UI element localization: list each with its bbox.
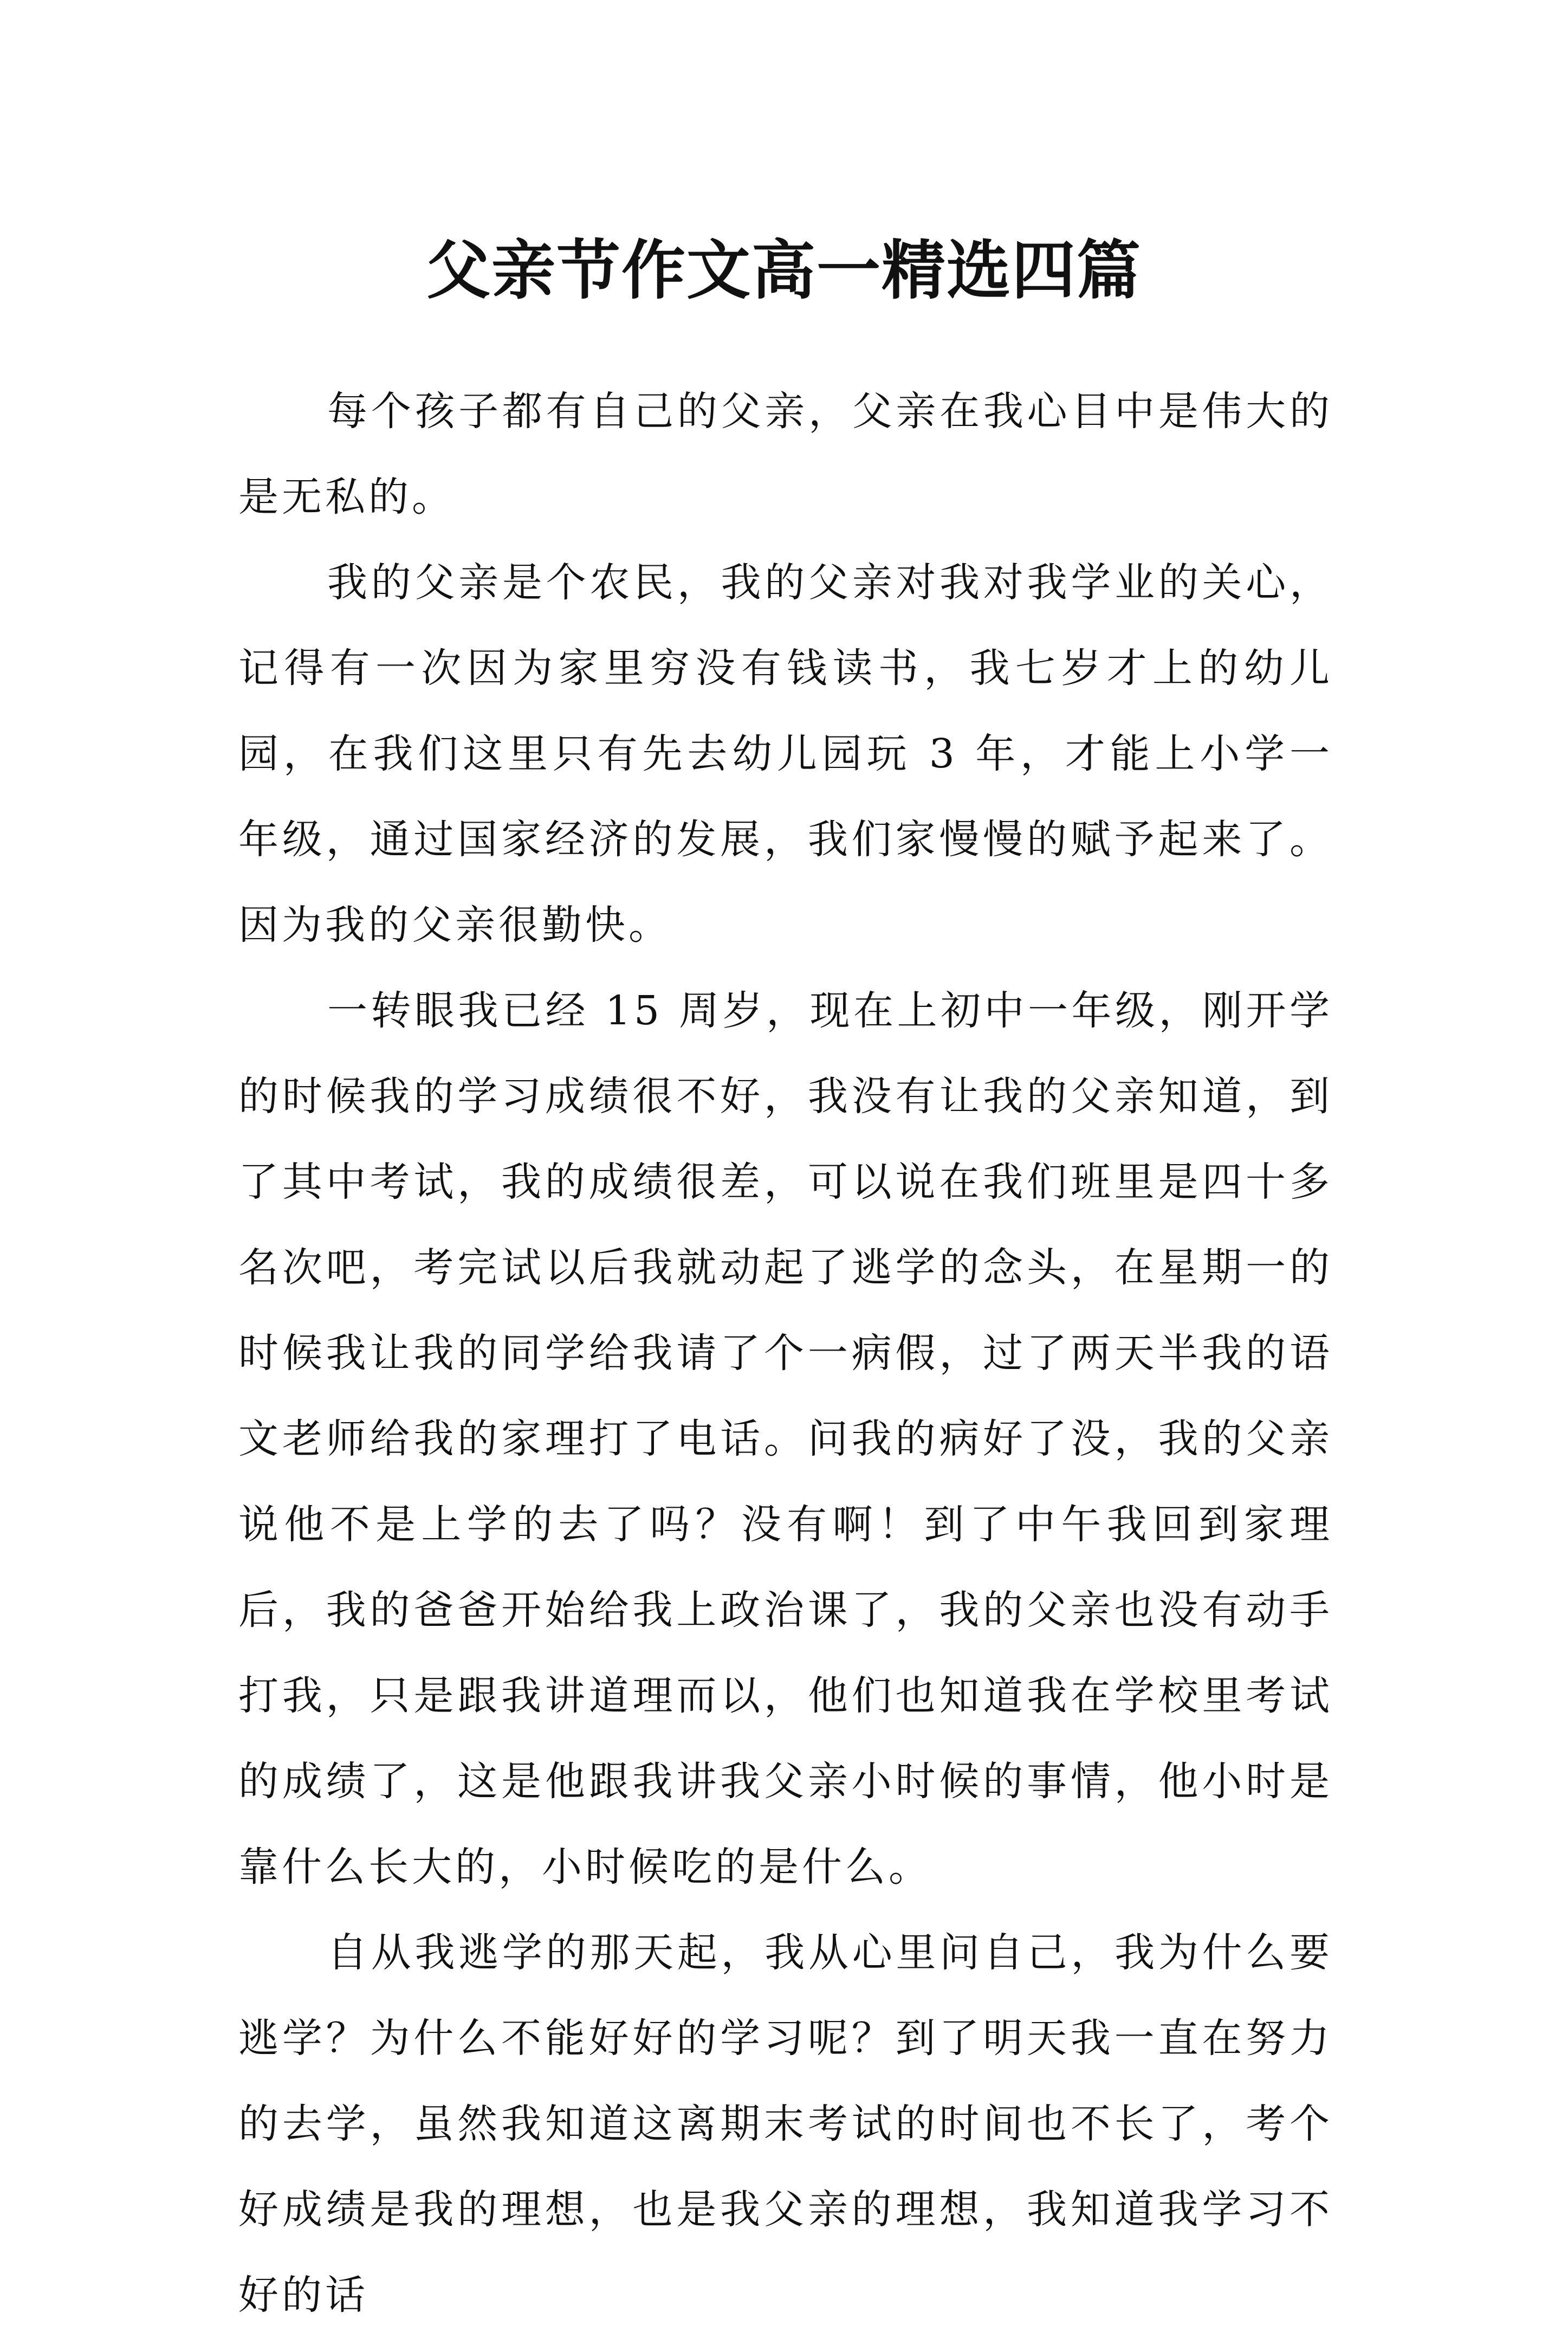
paragraph: 我的父亲是个农民，我的父亲对我对我学业的关心，记得有一次因为家里穷没有钱读书，我七岁才上的幼儿园，在我们这里只有先去幼儿园玩 3 年，才能上小学一年级，通过国家经济的发展，我们家慢慢的赋予起来了。因为我的父亲很勤快。 xyxy=(238,559,1333,948)
paragraph: 每个孩子都有自己的父亲，父亲在我心目中是伟大的是无私的。 xyxy=(238,388,1333,520)
document-body xyxy=(238,369,1333,2338)
paragraph: 自从我逃学的那天起，我从心里问自己，我为什么要逃学？为什么不能好好的学习呢？到了明天我一直在努力的去学，虽然我知道这离期末考试的时间也不长了，考个好成绩是我的理想，也是我父亲的理想，我知道我学习不好的话 xyxy=(238,1929,1333,2318)
paragraph: 一转眼我已经 15 周岁，现在上初中一年级，刚开学的时候我的学习成绩很不好，我没有让我的父亲知道，到了其中考试，我的成绩很差，可以说在我们班里是四十多名次吧，考完试以后我就动起了逃学的念头，在星期一的时候我让我的同学给我请了个一病假，过了两天半我的语文老师给我的家理打了电话。问我的病好了没，我的父亲说他不是上学的去了吗？没有啊！到了中午我回到家理后，我的爸爸开始给我上政治课了，我的父亲也没有动手打我，只是跟我讲道理而以，他们也知道我在学校里考试的成绩了，这是他跟我讲我父亲小时候的事情，他小时是靠什么长大的，小时候吃的是什么。 xyxy=(238,987,1333,1890)
document-title: 父亲节作文高一精选四篇 xyxy=(426,232,1142,308)
